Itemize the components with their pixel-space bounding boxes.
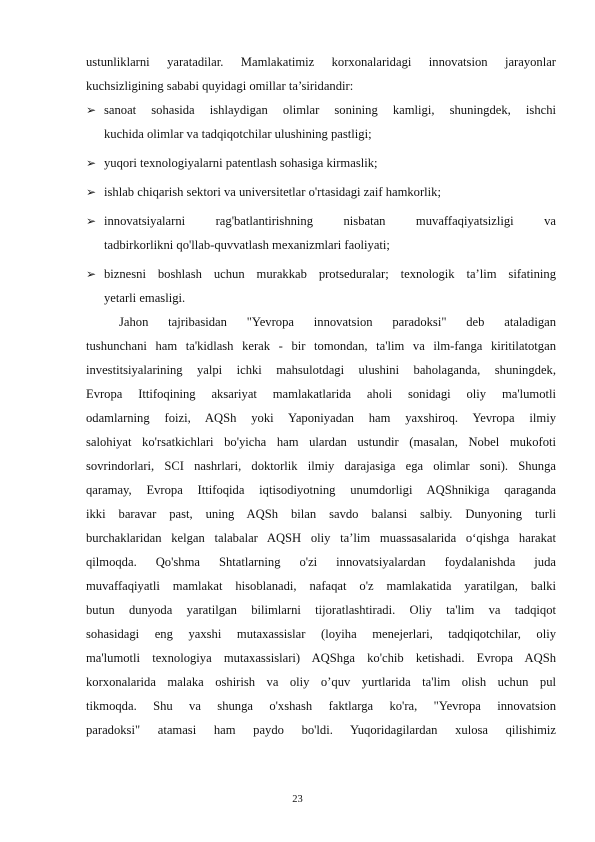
paragraph-line: muvaffaqiyatli mamlakat hisoblanadi, nafaqat o'z mamlakatida yaratilgan, balki bbox=[86, 579, 556, 593]
arrow-bullet-icon: ➢ bbox=[86, 156, 97, 170]
paragraph-line: tushunchani ham ta'kidlash kerak - bir tomondan, ta'lim va ilm-fanga kiritilatotgan bbox=[86, 339, 556, 353]
intro-text bbox=[86, 50, 556, 98]
bullet-line: tadbirkorlikni qo'llab-quvvatlash mexanizmlari faoliyati; bbox=[104, 238, 390, 252]
paragraph-line: tikmoqda. Shu va shunga o'xshash faktlarga ko'ra, "Yevropa innovatsion bbox=[86, 699, 556, 713]
bullet-item bbox=[86, 209, 556, 257]
arrow-bullet-icon: ➢ bbox=[86, 185, 97, 199]
arrow-bullet-icon: ➢ bbox=[86, 214, 97, 228]
paragraph-line: investitsiyalarining yalpi ichki mahsulotdagi ulushini baholaganda, shuningdek, bbox=[86, 363, 556, 377]
bullet-line: ishlab chiqarish sektori va universitetlar o'rtasidagi zaif hamkorlik; bbox=[104, 185, 441, 199]
paragraph-line: salohiyat ko'rsatkichlari bo'yicha ham ulardan ustundir (masalan, Nobel mukofoti bbox=[86, 435, 556, 449]
intro-line: kuchsizligining sababi quyidagi omillar ta’siridandir: bbox=[86, 79, 354, 93]
document-body bbox=[86, 50, 556, 742]
bullet-line: yetarli emasligi. bbox=[104, 291, 186, 305]
bullet-list bbox=[86, 98, 556, 310]
body-paragraph bbox=[86, 310, 556, 742]
bullet-line: yuqori texnologiyalarni patentlash sohasiga kirmaslik; bbox=[104, 156, 378, 170]
paragraph-line: korxonalarida malaka oshirish va oliy o’quv yurtlarida ta'lim olish uchun pul bbox=[86, 675, 556, 689]
paragraph-line: ma'lumotli texnologiya mutaxassislari) AQShga ko'chib ketishadi. Evropa AQSh bbox=[86, 651, 556, 665]
page-number: 23 bbox=[292, 794, 303, 805]
bullet-item bbox=[86, 98, 556, 146]
paragraph-line: butun dunyoda yaratilgan bilimlarni tijoratlashtiradi. Oliy ta'lim va tadqiqot bbox=[86, 603, 556, 617]
bullet-line: innovatsiyalarni rag'batlantirishning nisbatan muvaffaqiyatsizligi va bbox=[104, 214, 556, 228]
intro-line: ustunliklarni yaratadilar. Mamlakatimiz korxonalaridagi innovatsion jarayonlar bbox=[86, 55, 556, 69]
arrow-bullet-icon: ➢ bbox=[86, 267, 97, 281]
paragraph-line: ikki baravar past, uning AQSh bilan savdo balansi salbiy. Dunyoning turli bbox=[86, 507, 556, 521]
bullet-line: sanoat sohasida ishlaydigan olimlar sonining kamligi, shuningdek, ishchi bbox=[104, 103, 556, 117]
paragraph-line: Evropa Ittifoqining aksariyat mamlakatlarida aholi sonidagi oliy ma'lumotli bbox=[86, 387, 556, 401]
paragraph-line: odamlarning foizi, AQSh yoki Yaponiyadan ham yaxshiroq. Yevropa ilmiy bbox=[86, 411, 556, 425]
paragraph-line: qaramay, Evropa Ittifoqida iqtisodiyotning unumdorligi AQShnikiga qaraganda bbox=[86, 483, 556, 497]
bullet-item bbox=[86, 262, 556, 310]
paragraph-line: sovrindorlari, SCI nashrlari, doktorlik ilmiy darajasiga ega olimlar soni). Shunga bbox=[86, 459, 556, 473]
paragraph-line: Jahon tajribasidan "Yevropa innovatsion paradoksi" deb ataladigan bbox=[119, 315, 556, 329]
bullet-line: biznesni boshlash uchun murakkab protseduralar; texnologik ta’lim sifatining bbox=[104, 267, 556, 281]
bullet-line: kuchida olimlar va tadqiqotchilar ulushining pastligi; bbox=[104, 127, 372, 141]
paragraph-line: qilmoqda. Qo'shma Shtatlarning o'zi innovatsiyalardan foydalanishda juda bbox=[86, 555, 556, 569]
arrow-bullet-icon: ➢ bbox=[86, 103, 97, 117]
bullet-item bbox=[86, 151, 556, 175]
paragraph-line: paradoksi" atamasi ham paydo bo'ldi. Yuqoridagilardan xulosa qilishimiz bbox=[86, 723, 556, 737]
bullet-item bbox=[86, 180, 556, 204]
paragraph-line: sohasidagi eng yaxshi mutaxassislar (loyiha menejerlari, tadqiqotchilar, oliy bbox=[86, 627, 556, 641]
paragraph-line: burchaklaridan kelgan talabalar AQSH oliy ta’lim muassasalarida o‘qishga harakat bbox=[86, 531, 556, 545]
